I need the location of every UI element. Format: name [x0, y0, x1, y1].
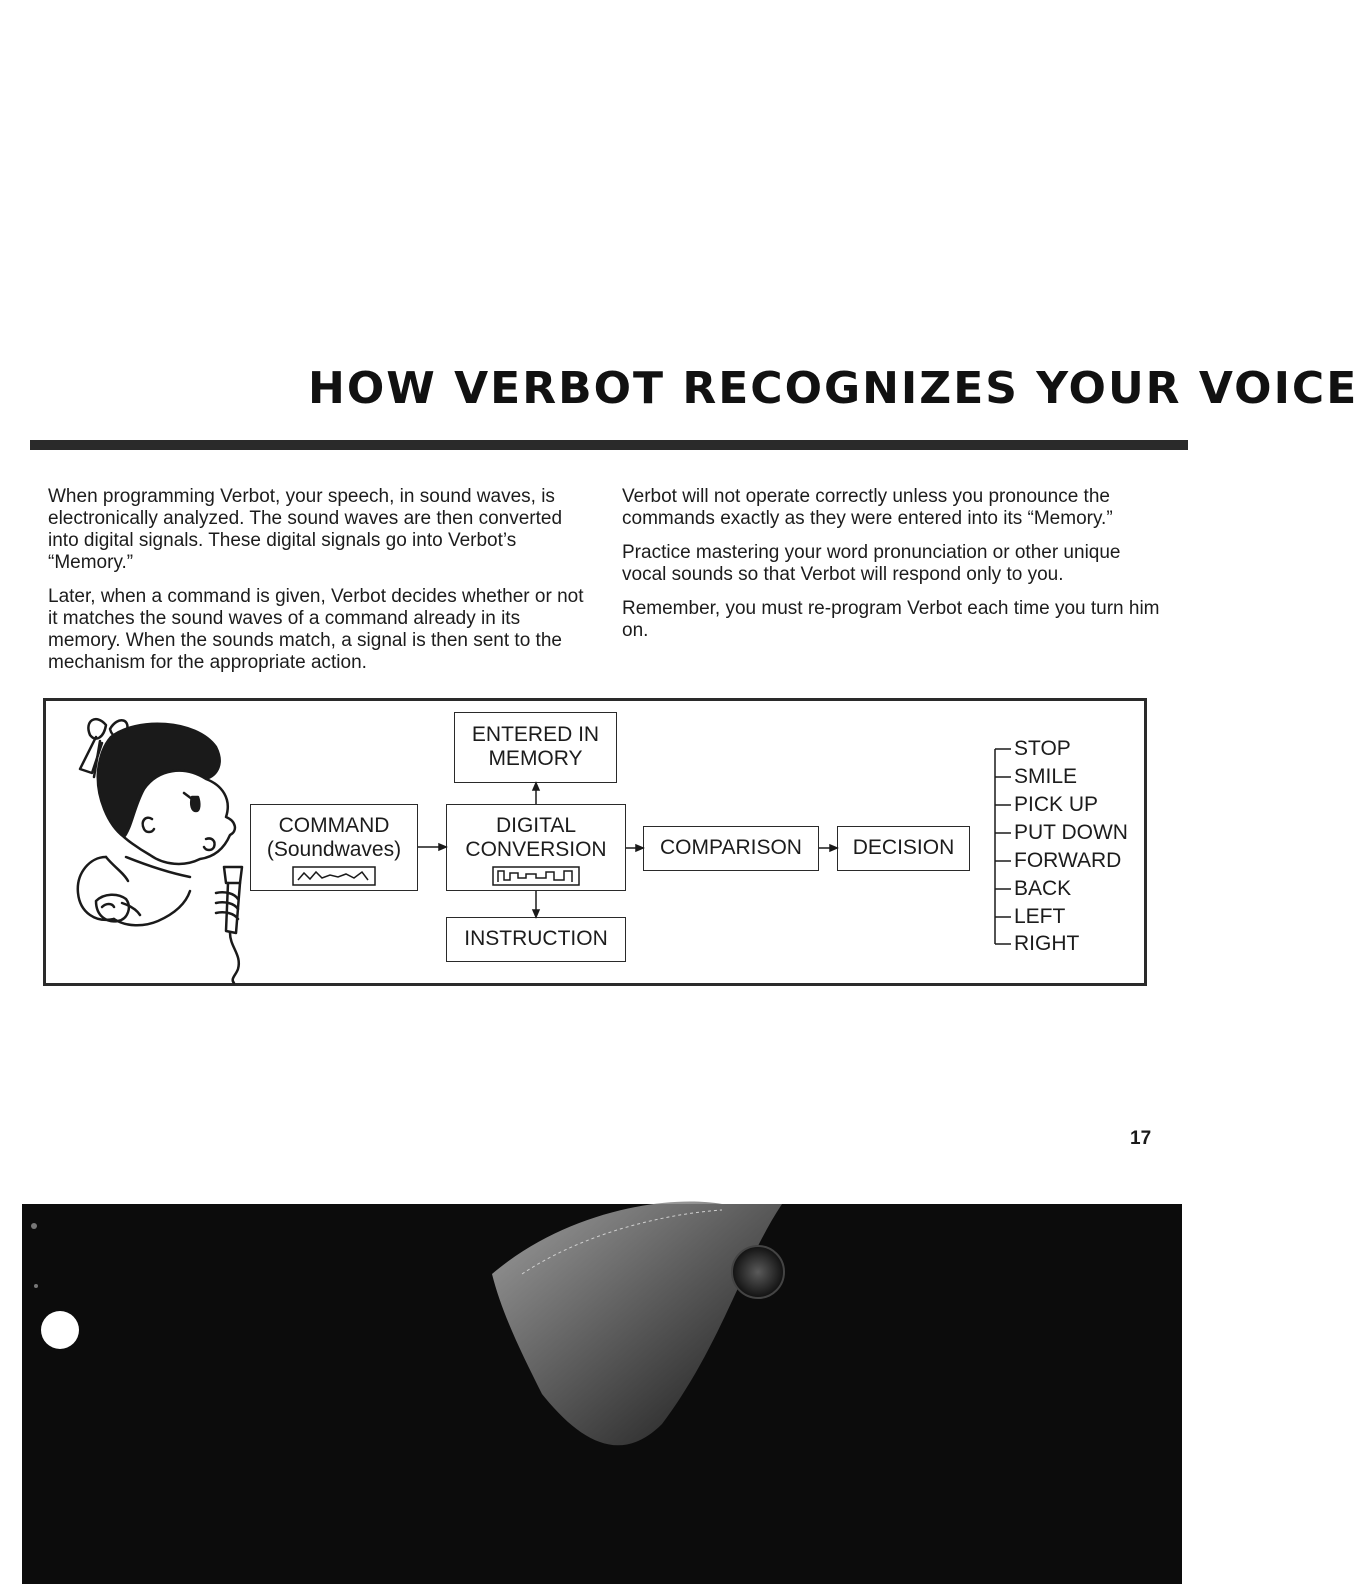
title-rule [30, 440, 1188, 450]
robot-photo-image [22, 1204, 1182, 1584]
left-paragraph-2: Later, when a command is given, Verbot decides whether or not it matches the sound waves of a command already in its memory. When the sounds match, a signal is then sent to the mechanism for the appropriate action. [48, 586, 584, 673]
page-title [300, 363, 1358, 414]
comparison-label: COMPARISON [660, 836, 802, 859]
page-title-text: HOW VERBOT RECOGNIZES YOUR VOICE [308, 363, 1358, 414]
instruction-label: INSTRUCTION [464, 927, 608, 950]
output-stop: STOP [1014, 737, 1071, 760]
page-number: 17 [1130, 1128, 1152, 1149]
digital-line-2: CONVERSION [465, 838, 607, 861]
output-put-down: PUT DOWN [1014, 821, 1128, 844]
digital-line-1: DIGITAL [495, 814, 577, 837]
robot-photo [22, 1204, 1182, 1584]
right-paragraph-3: Remember, you must re-program Verbot each time you turn him on. [622, 598, 1160, 641]
entered-line-1: ENTERED IN [471, 723, 600, 746]
output-smile: SMILE [1014, 765, 1078, 788]
right-paragraph-1: Verbot will not operate correctly unless you pronounce the commands exactly as they were entered into its “Memory.” [622, 486, 1113, 529]
output-back: BACK [1014, 877, 1072, 900]
left-column [48, 486, 588, 686]
command-line-2: (Soundwaves) [266, 838, 402, 861]
left-paragraph-1: When programming Verbot, your speech, in sound waves, is electronically analyzed. The sound waves are then converted into digital signals. These digital signals go into Verbot’s “Memory.” [48, 486, 563, 573]
right-column [622, 486, 1162, 654]
entered-line-2: MEMORY [488, 747, 583, 770]
command-line-1: COMMAND [278, 814, 390, 837]
right-paragraph-2: Practice mastering your word pronunciation or other unique vocal sounds so that Verbot will respond only to you. [622, 542, 1121, 585]
output-pick-up: PICK UP [1014, 793, 1099, 816]
output-left: LEFT [1014, 905, 1066, 928]
decision-label: DECISION [852, 836, 955, 859]
output-right: RIGHT [1014, 932, 1080, 955]
voice-recognition-diagram [43, 698, 1147, 986]
output-forward: FORWARD [1014, 849, 1122, 872]
diagram-connectors [46, 701, 1144, 983]
